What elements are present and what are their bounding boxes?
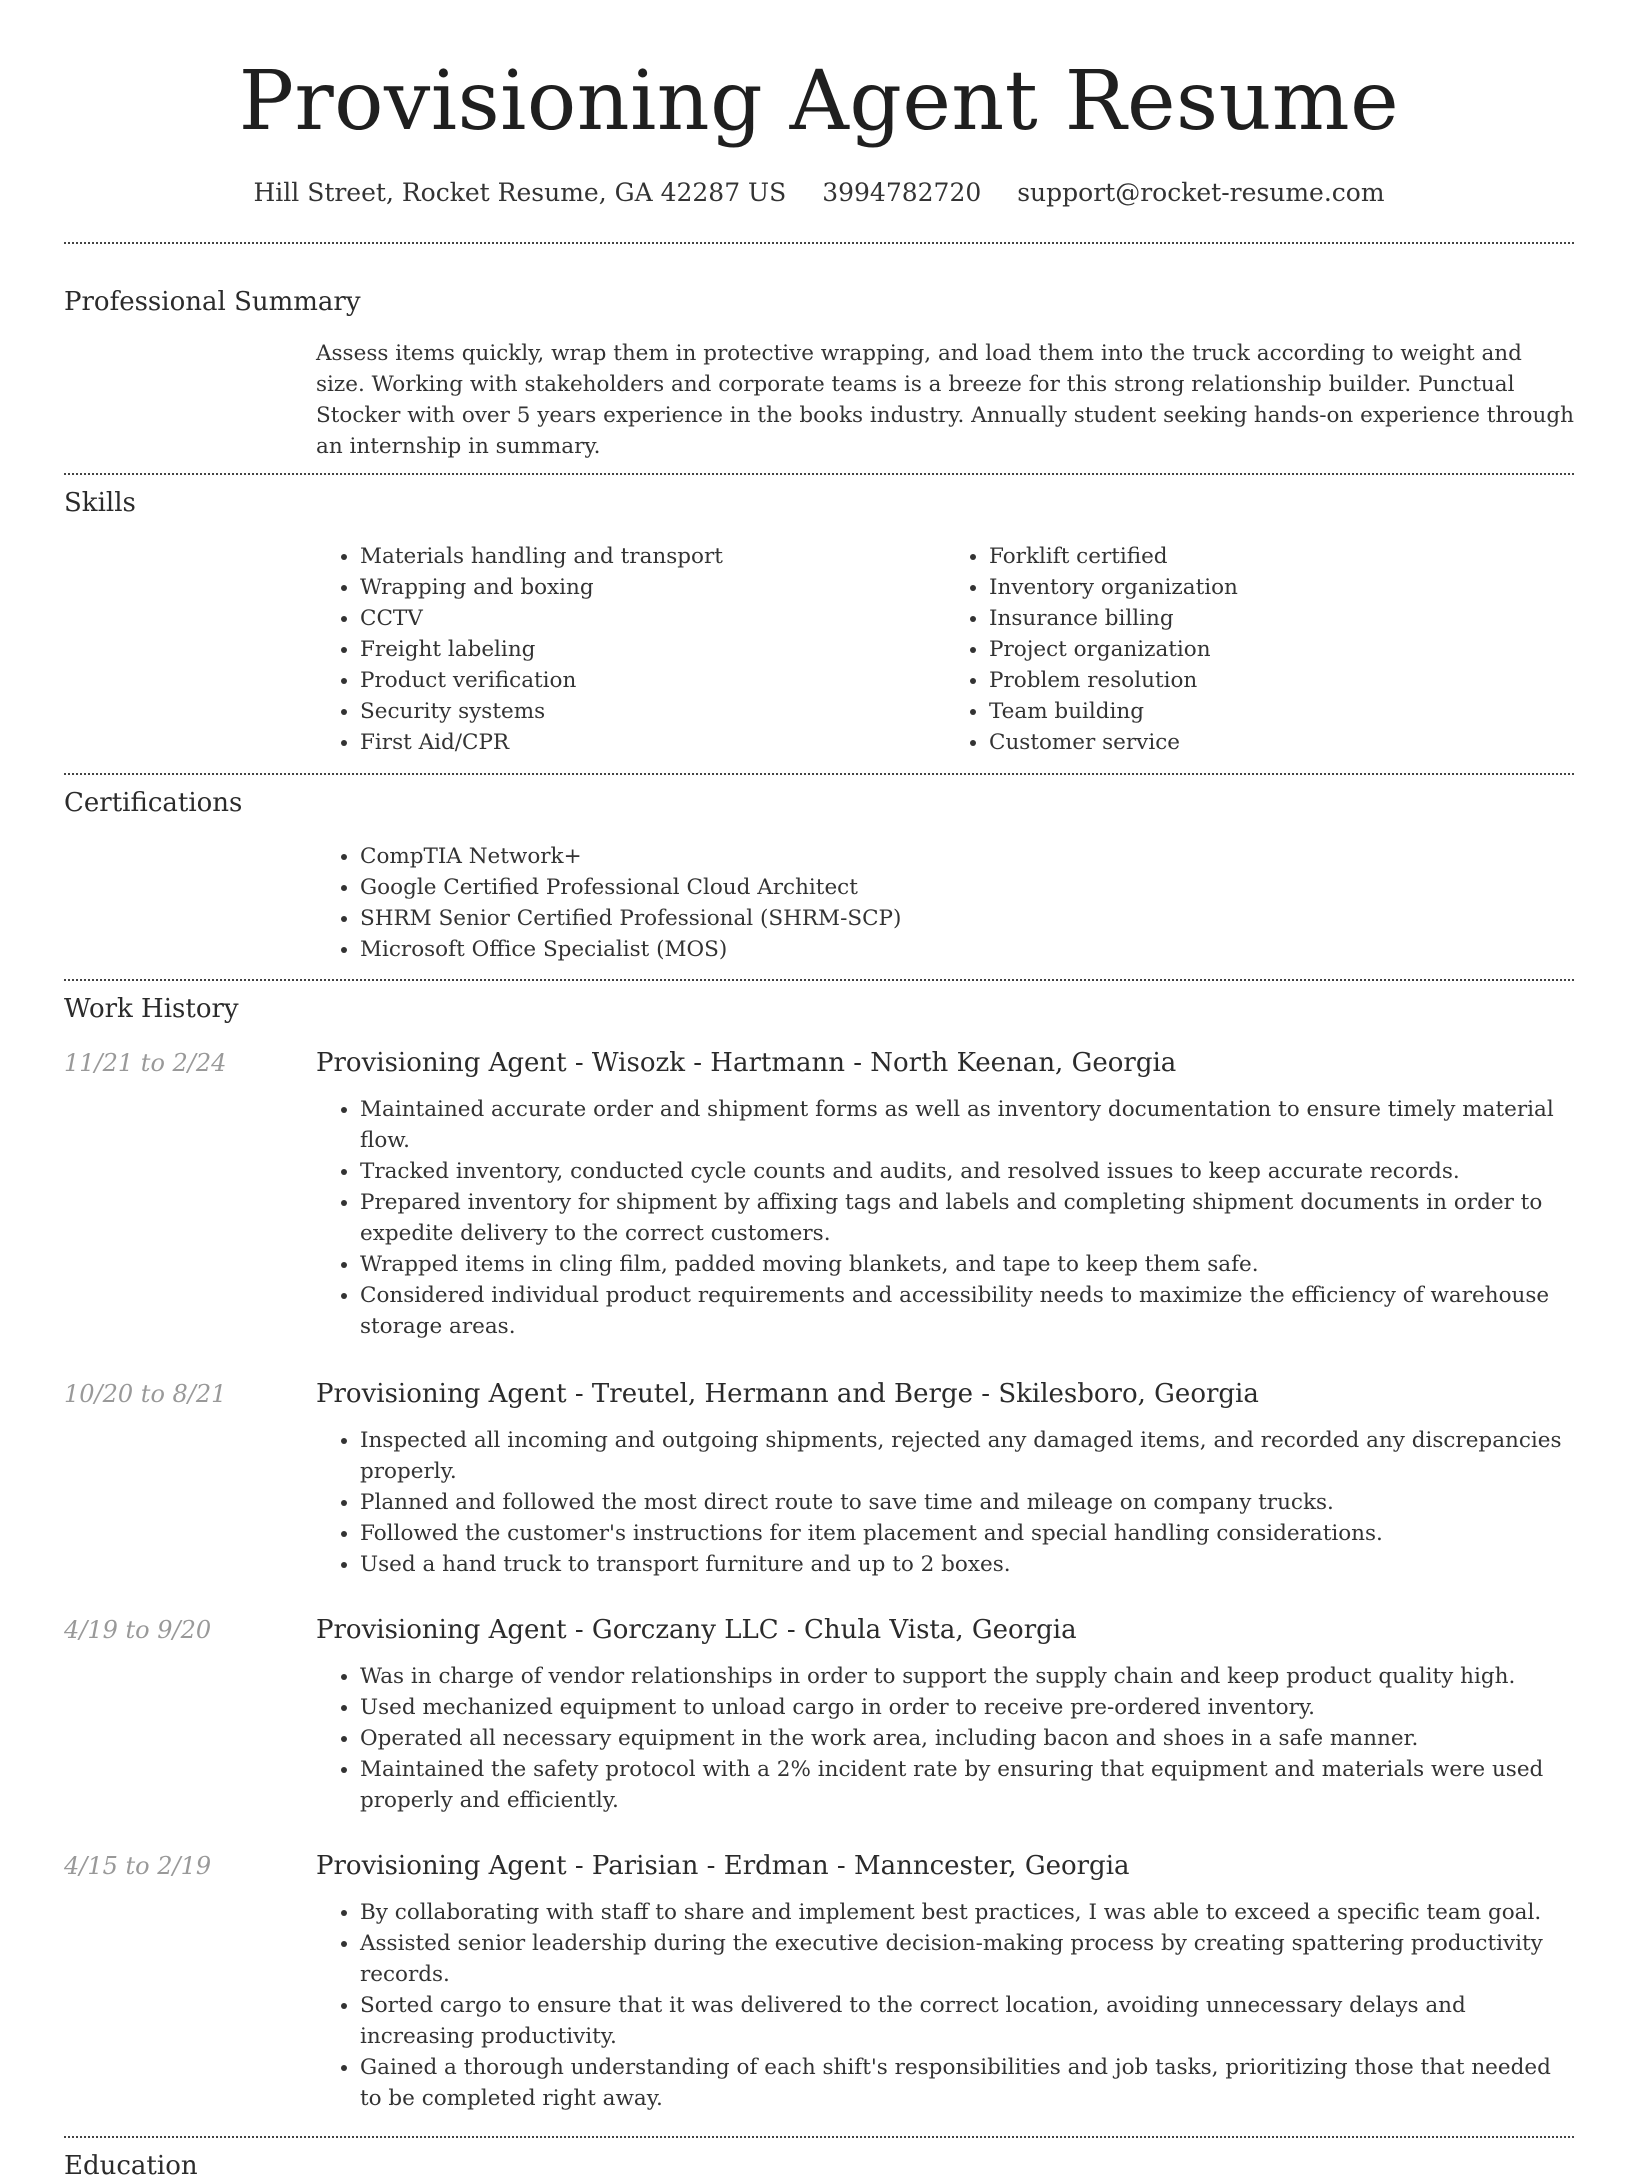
summary-divider (64, 473, 1574, 475)
job-bullet: • Inspected all incoming and outgoing shipments, rejected any damaged items, and recorded any discrepancies properly. (360, 1425, 1574, 1487)
skills-divider (64, 773, 1574, 775)
skill-item: • Project organization (989, 634, 1574, 665)
job-title: Provisioning Agent - Wisozk - Hartmann - North Keenan, Georgia (316, 1048, 1177, 1078)
certification-item: • Google Certified Professional Cloud Architect (360, 872, 1574, 903)
job-title: Provisioning Agent - Treutel, Hermann and Berge - Skilesboro, Georgia (316, 1379, 1259, 1409)
job-dates: 10/20 to 8/21 (64, 1380, 227, 1408)
skill-item: • Insurance billing (989, 603, 1574, 634)
skills-heading: Skills (64, 488, 136, 518)
contact-line (64, 178, 1574, 208)
certifications-heading: Certifications (64, 788, 243, 818)
summary-text: Assess items quickly, wrap them in protective wrapping, and load them into the truck according to weight and size. Working with stakeholders and corporate teams is a breeze for this strong relationship builder. Punctual Stocker with over 5 years experience in the books industry. Annually student seeking hands-on experience through an internship in summary. (316, 341, 1574, 459)
job-bullets (316, 1094, 1574, 1342)
certification-item: • Microsoft Office Specialist (MOS) (360, 934, 1574, 965)
job-bullet: • Considered individual product requirements and accessibility needs to maximize the efficiency of warehouse storage areas. (360, 1280, 1574, 1342)
work-history-list (64, 1045, 1574, 2114)
job-bullet: • Used a hand truck to transport furniture and up to 2 boxes. (360, 1549, 1574, 1580)
summary-heading: Professional Summary (64, 287, 361, 317)
job-bullets (316, 1425, 1574, 1580)
skill-item: • Product verification (360, 665, 945, 696)
job-dates: 4/15 to 2/19 (64, 1852, 212, 1880)
skill-item: • Customer service (989, 727, 1574, 758)
job-dates: 4/19 to 9/20 (64, 1616, 212, 1644)
certification-item: • CompTIA Network+ (360, 841, 1574, 872)
job-bullet: • Wrapped items in cling film, padded moving blankets, and tape to keep them safe. (360, 1249, 1574, 1280)
job-entry (64, 1376, 1574, 1580)
skill-item: • Problem resolution (989, 665, 1574, 696)
job-bullet: • Was in charge of vendor relationships in order to support the supply chain and keep product quality high. (360, 1661, 1574, 1692)
certifications-list (316, 841, 1574, 965)
job-bullet: • Assisted senior leadership during the executive decision-making process by creating spattering productivity records. (360, 1928, 1574, 1990)
resume-title: Provisioning Agent Resume (238, 54, 1400, 149)
job-bullet: • Followed the customer's instructions for item placement and special handling considerations. (360, 1518, 1574, 1549)
job-bullet: • Sorted cargo to ensure that it was delivered to the correct location, avoiding unnecessary delays and increasing productivity. (360, 1990, 1574, 2052)
work-history-heading: Work History (64, 994, 239, 1024)
job-bullets (316, 1661, 1574, 1816)
certifications-items (316, 841, 1574, 965)
job-title: Provisioning Agent - Gorczany LLC - Chula Vista, Georgia (316, 1615, 1077, 1645)
skill-item: • Security systems (360, 696, 945, 727)
skill-item: • Team building (989, 696, 1574, 727)
job-dates: 11/21 to 2/24 (64, 1049, 227, 1077)
skill-item: • Materials handling and transport (360, 541, 945, 572)
job-bullets (316, 1897, 1574, 2114)
job-title: Provisioning Agent - Parisian - Erdman - Manncester, Georgia (316, 1851, 1130, 1881)
job-bullet: • Used mechanized equipment to unload cargo in order to receive pre-ordered inventory. (360, 1692, 1574, 1723)
job-bullet: • Gained a thorough understanding of each shift's responsibilities and job tasks, prioritizing those that needed to be completed right away. (360, 2052, 1574, 2114)
job-bullet: • Tracked inventory, conducted cycle counts and audits, and resolved issues to keep accurate records. (360, 1156, 1574, 1187)
skill-item: • Wrapping and boxing (360, 572, 945, 603)
job-bullet: • Prepared inventory for shipment by affixing tags and labels and completing shipment documents in order to expedite delivery to the correct customers. (360, 1187, 1574, 1249)
work-divider (64, 2136, 1574, 2138)
contact-address: Hill Street, Rocket Resume, GA 42287 US (253, 178, 787, 207)
job-entry (64, 1848, 1574, 2114)
certification-item: • SHRM Senior Certified Professional (SHRM-SCP) (360, 903, 1574, 934)
resume-page (64, 0, 1574, 2182)
contact-email: support@rocket-resume.com (1017, 178, 1385, 207)
certifications-divider (64, 979, 1574, 981)
skills-column-right (945, 541, 1574, 758)
skill-item: • CCTV (360, 603, 945, 634)
job-bullet: • Maintained the safety protocol with a 2% incident rate by ensuring that equipment and materials were used properly and efficiently. (360, 1754, 1574, 1816)
job-bullet: • Operated all necessary equipment in the work area, including bacon and shoes in a safe manner. (360, 1723, 1574, 1754)
skill-item: • First Aid/CPR (360, 727, 945, 758)
job-bullet: • Planned and followed the most direct route to save time and mileage on company trucks. (360, 1487, 1574, 1518)
skill-item: • Inventory organization (989, 572, 1574, 603)
skill-item: • Forklift certified (989, 541, 1574, 572)
contact-phone: 3994782720 (822, 178, 982, 207)
skills-list (316, 541, 1574, 758)
job-entry (64, 1045, 1574, 1342)
skill-item: • Freight labeling (360, 634, 945, 665)
skills-column-left (316, 541, 945, 758)
education-heading: Education (64, 2151, 198, 2181)
job-bullet: • By collaborating with staff to share and implement best practices, I was able to exceed a specific team goal. (360, 1897, 1574, 1928)
job-entry (64, 1612, 1574, 1816)
job-bullet: • Maintained accurate order and shipment forms as well as inventory documentation to ensure timely material flow. (360, 1094, 1574, 1156)
header-divider (64, 242, 1574, 244)
